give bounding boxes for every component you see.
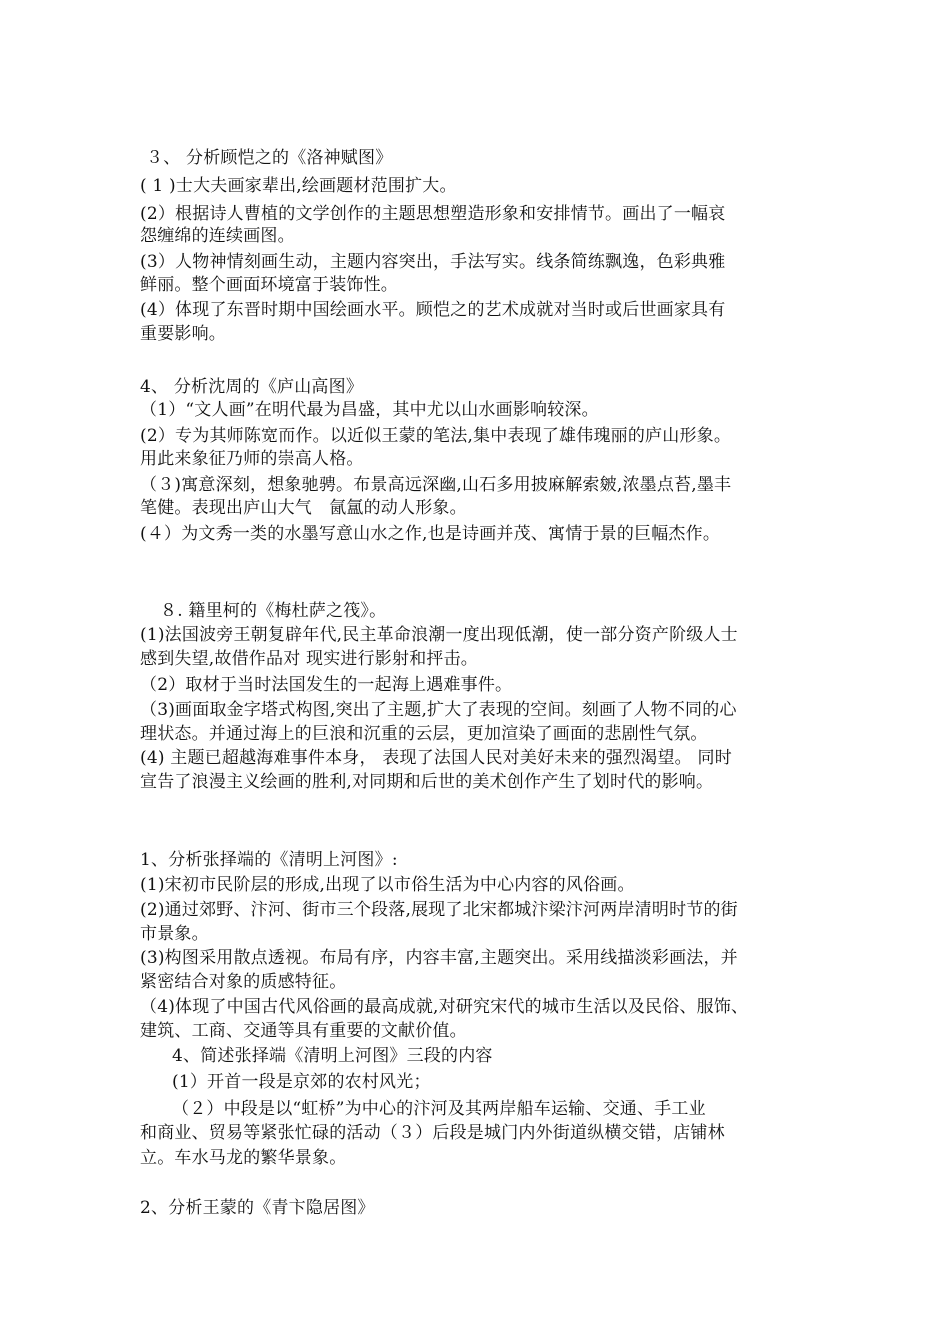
paragraph-line: (1)宋初市民阶层的形成,出现了以市俗生活为中心内容的风俗画。 (140, 875, 635, 895)
paragraph-line: 鲜丽。整个画面环境富于装饰性。 (140, 275, 398, 295)
paragraph-line: ( 1 )士大夫画家辈出,绘画题材范围扩大。 (140, 176, 457, 196)
paragraph-line: 用此来象征乃师的崇高人格。 (140, 449, 364, 469)
paragraph-line: 建筑、工商、交通等具有重要的文献价值。 (140, 1021, 467, 1041)
paragraph-line: (4) 主题已超越海难事件本身， 表现了法国人民对美好未来的强烈渴望。 同时 (140, 748, 732, 768)
section-title: ８. 籍里柯的《梅杜萨之筏》。 (160, 601, 387, 621)
paragraph-line: 理状态。并通过海上的巨浪和沉重的云层，更加渲染了画面的悲剧性气氛。 (140, 724, 708, 744)
paragraph-line: (1)法国波旁王朝复辟年代,民主革命浪潮一度出现低潮，使一部分资产阶级人士 (140, 625, 738, 645)
paragraph-line: （２）中段是以“虹桥”为中心的汴河及其两岸船车运输、交通、手工业 (172, 1099, 706, 1119)
paragraph-line: 怨缠绵的连续画图。 (140, 226, 295, 246)
paragraph-line: 紧密结合对象的质感特征。 (140, 972, 347, 992)
section-title: 4、 分析沈周的《庐山高图》 (140, 377, 364, 397)
paragraph-line: 宣告了浪漫主义绘画的胜利,对同期和后世的美术创作产生了划时代的影响。 (140, 772, 714, 792)
paragraph-line: (2)通过郊野、汴河、街市三个段落,展现了北宋都城汴梁汴河两岸清明时节的街 (140, 900, 738, 920)
paragraph-line: （2）取材于当时法国发生的一起海上遇难事件。 (140, 675, 513, 695)
paragraph-line: (4）体现了东晋时期中国绘画水平。顾恺之的艺术成就对当时或后世画家具有 (140, 300, 726, 320)
paragraph-line: (1）开首一段是京郊的农村风光； (172, 1072, 431, 1092)
paragraph-line: 笔健。表现出庐山大气 氤氲的动人形象。 (140, 498, 467, 518)
section-title: 1、分析张择端的《清明上河图》: (140, 850, 398, 870)
paragraph-line: (４）为文秀一类的水墨写意山水之作,也是诗画并茂、寓情于景的巨幅杰作。 (140, 524, 721, 544)
section-title: ３、 分析顾恺之的《洛神赋图》 (146, 148, 393, 168)
paragraph-line: 感到失望,故借作品对 现实进行影射和抨击。 (140, 649, 479, 669)
paragraph-line: (3）人物神情刻画生动，主题内容突出，手法写实。线条简练飘逸，色彩典雅 (140, 252, 726, 272)
paragraph-line: （1）“文人画”在明代最为昌盛，其中尤以山水画影响较深。 (140, 400, 599, 420)
paragraph-line: 4、简述张择端《清明上河图》三段的内容 (172, 1046, 493, 1066)
paragraph-line: (2）专为其师陈宽而作。以近似王蒙的笔法,集中表现了雄伟瑰丽的庐山形象。 (140, 426, 732, 446)
paragraph-line: 和商业、贸易等紧张忙碌的活动（３）后段是城门内外街道纵横交错，店铺林 (140, 1123, 725, 1143)
paragraph-line: (2）根据诗人曹植的文学创作的主题思想塑造形象和安排情节。画出了一幅哀 (140, 204, 726, 224)
section-title: 2、分析王蒙的《青卞隐居图》 (140, 1198, 375, 1218)
paragraph-line: （３)寓意深刻，想象驰骋。布景高远深幽,山石多用披麻解索皴,浓墨点苔,墨丰 (140, 475, 732, 495)
paragraph-line: 市景象。 (140, 924, 209, 944)
paragraph-line: 立。车水马龙的繁华景象。 (140, 1148, 347, 1168)
paragraph-line: （3)画面取金字塔式构图,突出了主题,扩大了表现的空间。刻画了人物不同的心 (140, 700, 737, 720)
paragraph-line: （4)体现了中国古代风俗画的最高成就,对研究宋代的城市生活以及民俗、服饰、 (140, 997, 749, 1017)
paragraph-line: (3)构图采用散点透视。布局有序，内容丰富,主题突出。采用线描淡彩画法，并 (140, 948, 738, 968)
paragraph-line: 重要影响。 (140, 324, 226, 344)
